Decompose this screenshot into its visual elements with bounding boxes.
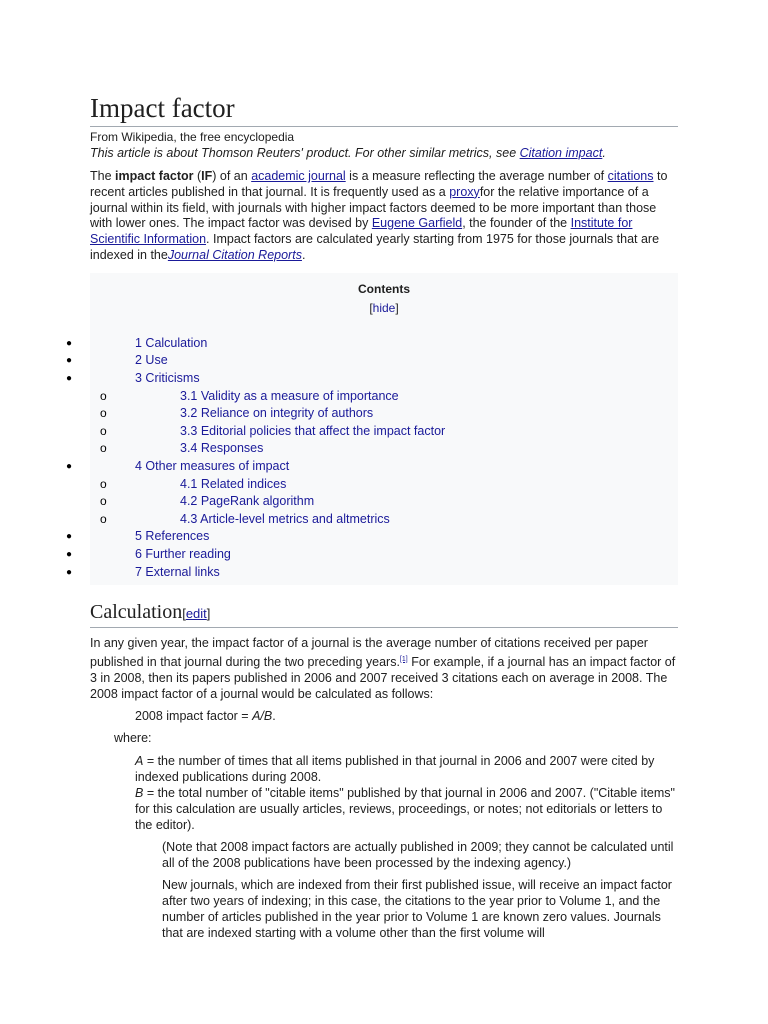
bullet-icon: ● <box>66 531 73 543</box>
site-subtitle: From Wikipedia, the free encyclopedia <box>90 130 295 144</box>
formula: 2008 impact factor = A/B. <box>135 709 276 724</box>
toc-subitem[interactable]: o 4.1 Related indices <box>90 476 678 494</box>
table-of-contents <box>66 273 678 585</box>
circle-bullet-icon: o <box>100 441 107 456</box>
circle-bullet-icon: o <box>100 406 107 421</box>
circle-bullet-icon: o <box>100 476 107 491</box>
toc-item[interactable]: ● 3 Criticisms <box>90 370 678 388</box>
toc-item[interactable]: ● 5 References <box>90 528 678 546</box>
toc-item[interactable]: ● 2 Use <box>90 352 678 370</box>
toc-subitem[interactable]: o 4.2 PageRank algorithm <box>90 493 678 511</box>
academic-journal-link[interactable]: academic journal <box>251 169 346 183</box>
circle-bullet-icon: o <box>100 423 107 438</box>
definitions <box>90 753 678 833</box>
toc-title: Contents <box>358 281 410 296</box>
bullet-icon: ● <box>66 566 73 578</box>
circle-bullet-icon: o <box>100 494 107 509</box>
toc-subitem[interactable]: o 3.4 Responses <box>90 440 678 458</box>
eugene-garfield-link[interactable]: Eugene Garfield <box>371 216 463 231</box>
jcr-link[interactable]: Journal Citation Reports <box>167 247 302 262</box>
where-label: where: <box>114 731 152 746</box>
article-body <box>66 90 678 941</box>
citation-impact-link[interactable]: Citation impact <box>519 146 603 160</box>
citations-link[interactable]: citations <box>607 169 654 183</box>
toc-hide-toggle: [hide] <box>369 300 399 315</box>
toc-list <box>66 335 678 581</box>
definition-b: B = the total number of "citable items" published by that journal in 2006 and 2007. ("Citable items" for this calculation are usually articles, reviews, proceedings, or notes; not editorials or letters to the editor). <box>135 786 675 833</box>
circle-bullet-icon: o <box>100 511 107 526</box>
bullet-icon: ● <box>66 337 73 349</box>
toc-item[interactable]: ● 4 Other measures of impact <box>90 458 678 476</box>
toc-item[interactable]: ● 7 External links <box>90 564 678 582</box>
toc-subitem[interactable]: o 3.2 Reliance on integrity of authors <box>90 405 678 423</box>
bullet-icon: ● <box>66 355 73 367</box>
hatnote: This article is about Thomson Reuters' product. For other similar metrics, see Citation impact. <box>90 146 606 160</box>
toc-item[interactable]: ● 1 Calculation <box>90 335 678 353</box>
toc-subitem[interactable]: o 4.3 Article-level metrics and altmetrics <box>90 511 678 529</box>
bullet-icon: ● <box>66 548 73 560</box>
new-journals-paragraph: New journals, which are indexed from their first published issue, will receive an impact factor after two years of indexing; in this case, the citations to the year prior to Volume 1, and the number of articles published in the year prior to Volume 1 are known zero values. Journals that are indexed starting with a volume other than the first volume will <box>162 878 672 941</box>
note-paragraph: (Note that 2008 impact factors are actually published in 2009; they cannot be calculated until all of the 2008 publications have been processed by the indexing agency.) <box>162 840 674 871</box>
isi-link[interactable]: Institute for Scientific Information <box>90 216 633 247</box>
circle-bullet-icon: o <box>100 388 107 403</box>
edit-link[interactable]: edit <box>185 606 207 622</box>
proxy-link[interactable]: proxy <box>449 184 480 199</box>
page-title: Impact factor <box>90 90 678 127</box>
edit-section: [edit] <box>182 606 211 622</box>
intro-paragraph: The impact factor (IF) of an academic journal is a measure reflecting the average number of citations to recent articles published in that journal. It is frequently used as a proxyfor the relative importance of a journal within its field, with journals with higher impact factors deemed to be more important than those with lower ones. The impact factor was devised by Eugene Garfield, the founder of the Institute for Scientific Information. Impact factors are calculated yearly starting from 1975 for those journals that are indexed in theJournal Citation Reports. <box>90 169 668 262</box>
reference-link[interactable]: [1] <box>399 655 408 663</box>
definition-a: A = the number of times that all items published in that journal in 2006 and 2007 were cited by indexed publications during 2008. <box>135 754 655 785</box>
section-heading-calculation: Calculation[edit] <box>90 599 678 628</box>
bullet-icon: ● <box>66 460 73 472</box>
bullet-icon: ● <box>66 372 73 384</box>
toc-subitem[interactable]: o 3.1 Validity as a measure of importance <box>90 388 678 406</box>
toc-item[interactable]: ● 6 Further reading <box>90 546 678 564</box>
toc-hide-link[interactable]: hide <box>372 300 396 315</box>
calculation-paragraph: In any given year, the impact factor of a journal is the average number of citations received per paper published in that journal during the two preceding years.[1] For example, if a journal has an impact factor of 3 in 2008, then its papers published in 2006 and 2007 received 3 citations each on average in 2008. The 2008 impact factor of a journal would be calculated as follows: <box>90 636 676 701</box>
toc-subitem[interactable]: o 3.3 Editorial policies that affect the impact factor <box>90 423 678 441</box>
